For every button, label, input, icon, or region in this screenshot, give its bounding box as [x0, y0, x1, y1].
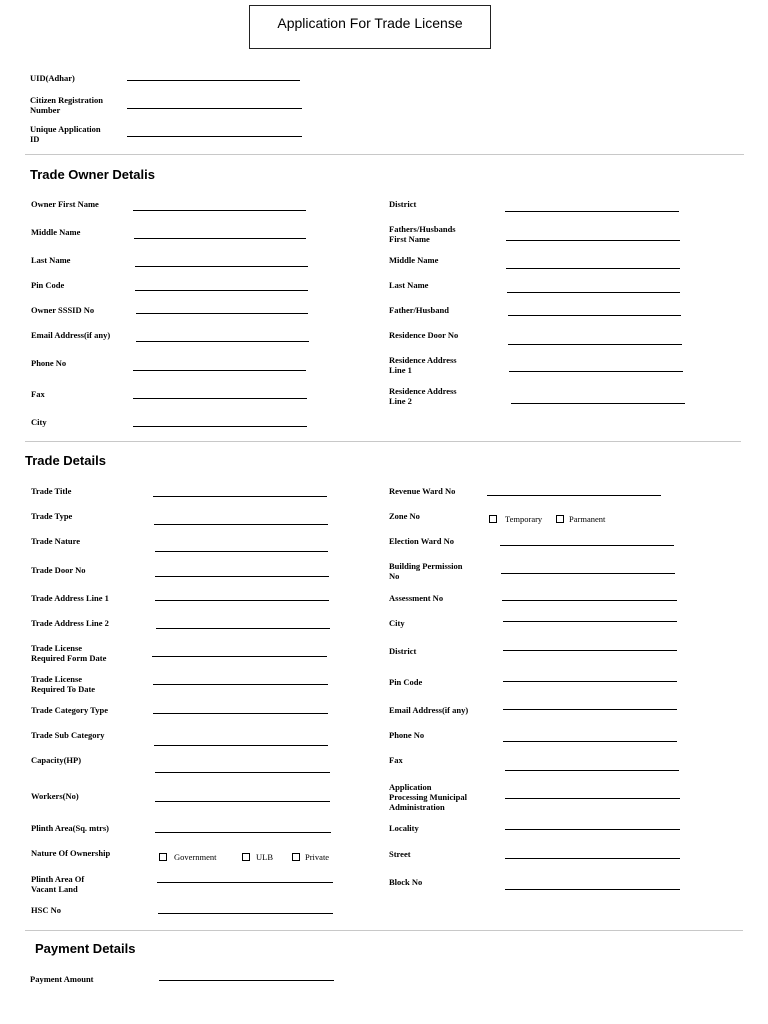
- owner-right-residence-address-line-1-field[interactable]: [509, 371, 683, 372]
- unique-application-id-field[interactable]: [127, 136, 302, 137]
- trade-right-street-label: Street: [389, 849, 411, 859]
- owner-right-fathers-husbands-first-name-label: Fathers/Husbands First Name: [389, 224, 456, 244]
- owner-left-pin-code-label: Pin Code: [31, 280, 65, 290]
- owner-right-residence-address-line-2-label: Residence Address Line 2: [389, 386, 457, 406]
- owner-left-fax-field[interactable]: [133, 398, 307, 399]
- owner-left-phone-no-field[interactable]: [133, 370, 306, 371]
- payment-amount-field[interactable]: [159, 980, 334, 981]
- trade-right-pin-code-field[interactable]: [503, 681, 677, 682]
- owner-left-middle-name-label: Middle Name: [31, 227, 81, 237]
- trade-right-district-field[interactable]: [503, 650, 677, 651]
- owner-left-middle-name-field[interactable]: [134, 238, 306, 239]
- trade-right-building-permission-no-field[interactable]: [501, 573, 675, 574]
- trade-left-plinth-area-sq-mtrs-label: Plinth Area(Sq. mtrs): [31, 823, 109, 833]
- owner-left-last-name-label: Last Name: [31, 255, 71, 265]
- ownership-private-label: Private: [305, 852, 330, 862]
- trade-left-trade-title-label: Trade Title: [31, 486, 72, 496]
- trade-left-hsc-no-field[interactable]: [158, 913, 333, 914]
- owner-right-father-husband-label: Father/Husband: [389, 305, 449, 315]
- ownership-ulb-label: ULB: [256, 852, 273, 862]
- citizen-registration-field[interactable]: [127, 108, 302, 109]
- trade-right-city-field[interactable]: [503, 621, 677, 622]
- trade-right-city-label: City: [389, 618, 405, 628]
- trade-left-hsc-no-label: HSC No: [31, 905, 61, 915]
- trade-left-trade-category-type-label: Trade Category Type: [31, 705, 108, 715]
- trade-right-block-no-field[interactable]: [505, 889, 680, 890]
- trade-left-trade-address-line-2-field[interactable]: [156, 628, 330, 629]
- payment-section-title: Payment Details: [35, 941, 136, 956]
- trade-left-trade-sub-category-label: Trade Sub Category: [31, 730, 105, 740]
- owner-right-last-name-label: Last Name: [389, 280, 429, 290]
- trade-right-block-no-label: Block No: [389, 877, 423, 887]
- trade-left-capacity-hp-label: Capacity(HP): [31, 755, 82, 765]
- trade-left-trade-door-no-field[interactable]: [155, 576, 329, 577]
- trade-right-zone-no-label: Zone No: [389, 511, 420, 521]
- trade-left-plinth-area-of-vacant-land-label: Plinth Area Of Vacant Land: [31, 874, 85, 894]
- trade-left-trade-address-line-1-field[interactable]: [155, 600, 329, 601]
- trade-right-application-processing-municipal-administration-field[interactable]: [505, 798, 680, 799]
- owner-section-title: Trade Owner Detalis: [30, 167, 155, 182]
- owner-left-pin-code-field[interactable]: [135, 290, 308, 291]
- owner-left-city-field[interactable]: [133, 426, 307, 427]
- ownership-government-checkbox[interactable]: [159, 853, 167, 861]
- trade-left-workers-no-label: Workers(No): [31, 791, 79, 801]
- owner-left-email-address-if-any-label: Email Address(if any): [31, 330, 111, 340]
- owner-left-fax-label: Fax: [31, 389, 45, 399]
- trade-right-assessment-no-label: Assessment No: [389, 593, 444, 603]
- trade-left-trade-license-required-to-date-label: Trade License Required To Date: [31, 674, 96, 694]
- trade-left-trade-door-no-label: Trade Door No: [31, 565, 86, 575]
- trade-right-phone-no-field[interactable]: [503, 741, 677, 742]
- trade-left-trade-license-required-to-date-field[interactable]: [153, 684, 328, 685]
- trade-right-locality-field[interactable]: [505, 829, 680, 830]
- owner-right-middle-name-field[interactable]: [506, 268, 680, 269]
- trade-left-trade-category-type-field[interactable]: [153, 713, 328, 714]
- owner-right-fathers-husbands-first-name-field[interactable]: [506, 240, 680, 241]
- ownership-government-label: Government: [174, 852, 217, 862]
- trade-right-assessment-no-field[interactable]: [502, 600, 677, 601]
- trade-left-trade-nature-label: Trade Nature: [31, 536, 81, 546]
- owner-left-email-address-if-any-field[interactable]: [136, 341, 309, 342]
- owner-right-district-label: District: [389, 199, 417, 209]
- owner-right-district-field[interactable]: [505, 211, 679, 212]
- trade-left-trade-type-label: Trade Type: [31, 511, 73, 521]
- owner-left-phone-no-label: Phone No: [31, 358, 67, 368]
- trade-right-pin-code-label: Pin Code: [389, 677, 423, 687]
- trade-right-building-permission-no-label: Building Permission No: [389, 561, 463, 581]
- payment-amount-label: Payment Amount: [30, 974, 94, 984]
- zone-parmanent-checkbox[interactable]: [556, 515, 564, 523]
- citizen-registration-label: Citizen Registration Number: [30, 95, 103, 115]
- owner-right-residence-door-no-label: Residence Door No: [389, 330, 459, 340]
- uid-label: UID(Adhar): [30, 73, 75, 83]
- trade-right-locality-label: Locality: [389, 823, 419, 833]
- trade-left-trade-license-required-form-date-label: Trade License Required Form Date: [31, 643, 107, 663]
- owner-left-city-label: City: [31, 417, 47, 427]
- owner-right-last-name-field[interactable]: [507, 292, 680, 293]
- owner-left-owner-sssid-no-field[interactable]: [136, 313, 308, 314]
- owner-left-owner-first-name-field[interactable]: [133, 210, 306, 211]
- trade-left-trade-address-line-2-label: Trade Address Line 2: [31, 618, 109, 628]
- trade-left-workers-no-field[interactable]: [155, 801, 330, 802]
- ownership-private-checkbox[interactable]: [292, 853, 300, 861]
- owner-right-father-husband-field[interactable]: [508, 315, 681, 316]
- divider: [25, 441, 741, 442]
- zone-temporary-checkbox[interactable]: [489, 515, 497, 523]
- owner-right-middle-name-label: Middle Name: [389, 255, 439, 265]
- zone-temporary-label: Temporary: [505, 514, 543, 524]
- trade-left-trade-license-required-form-date-field[interactable]: [152, 656, 327, 657]
- trade-right-fax-label: Fax: [389, 755, 403, 765]
- trade-right-revenue-ward-no-field[interactable]: [487, 495, 661, 496]
- ownership-ulb-checkbox[interactable]: [242, 853, 250, 861]
- trade-right-application-processing-municipal-administration-label: Application Processing Municipal Administration: [389, 782, 467, 812]
- trade-left-plinth-area-of-vacant-land-field[interactable]: [157, 882, 333, 883]
- trade-left-trade-nature-field[interactable]: [155, 551, 328, 552]
- trade-right-phone-no-label: Phone No: [389, 730, 425, 740]
- owner-right-residence-address-line-2-field[interactable]: [511, 403, 685, 404]
- divider: [25, 154, 744, 155]
- zone-parmanent-label: Parmanent: [569, 514, 606, 524]
- trade-right-fax-field[interactable]: [505, 770, 679, 771]
- trade-left-capacity-hp-field[interactable]: [155, 772, 330, 773]
- page-title: Application For Trade License: [249, 5, 491, 49]
- owner-left-owner-first-name-label: Owner First Name: [31, 199, 99, 209]
- trade-left-plinth-area-sq-mtrs-field[interactable]: [155, 832, 331, 833]
- trade-right-district-label: District: [389, 646, 417, 656]
- unique-application-id-label: Unique Application ID: [30, 124, 101, 144]
- trade-right-email-address-if-any-label: Email Address(if any): [389, 705, 469, 715]
- trade-right-election-ward-no-label: Election Ward No: [389, 536, 455, 546]
- uid-field[interactable]: [127, 80, 300, 81]
- trade-section-title: Trade Details: [25, 453, 106, 468]
- owner-right-residence-address-line-1-label: Residence Address Line 1: [389, 355, 457, 375]
- trade-right-street-field[interactable]: [505, 858, 680, 859]
- trade-right-election-ward-no-field[interactable]: [500, 545, 674, 546]
- owner-left-owner-sssid-no-label: Owner SSSID No: [31, 305, 95, 315]
- trade-left-trade-sub-category-field[interactable]: [154, 745, 328, 746]
- trade-right-revenue-ward-no-label: Revenue Ward No: [389, 486, 456, 496]
- trade-left-trade-address-line-1-label: Trade Address Line 1: [31, 593, 109, 603]
- owner-right-residence-door-no-field[interactable]: [508, 344, 682, 345]
- trade-left-trade-type-field[interactable]: [154, 524, 328, 525]
- owner-left-last-name-field[interactable]: [135, 266, 308, 267]
- trade-right-email-address-if-any-field[interactable]: [503, 709, 677, 710]
- trade-left-trade-title-field[interactable]: [153, 496, 327, 497]
- trade-left-nature-of-ownership-label: Nature Of Ownership: [31, 848, 111, 858]
- divider: [25, 930, 743, 931]
